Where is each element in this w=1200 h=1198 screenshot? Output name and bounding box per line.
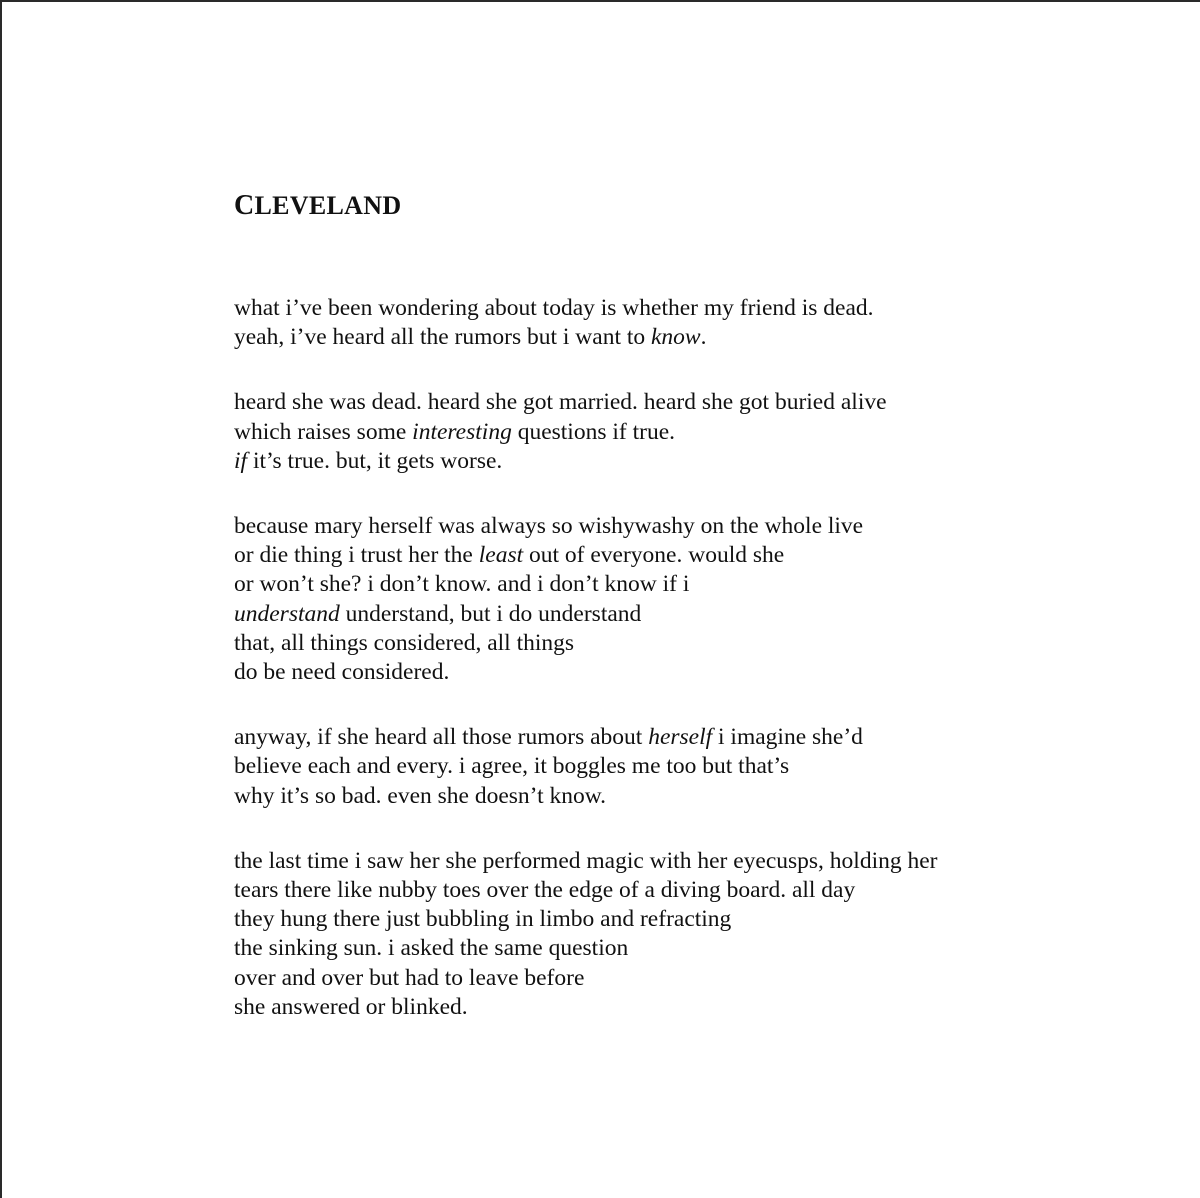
italic-text: herself — [648, 724, 713, 751]
stanza — [234, 294, 1134, 352]
line-text: that, all things considered, all things — [234, 629, 575, 656]
poem-line — [234, 782, 1134, 811]
stanza — [234, 723, 1134, 811]
italic-text: understand — [234, 600, 340, 627]
poem — [234, 190, 1134, 1020]
poem-body — [234, 294, 1134, 1058]
poem-line — [234, 323, 1134, 352]
line-text: believe each and every. i agree, it boggles me too but that’s — [234, 753, 790, 780]
poem-line — [234, 600, 1134, 629]
line-text: the last time i saw her she performed magic with her eyecusps, holding her — [234, 847, 938, 874]
poem-line — [234, 752, 1134, 781]
poem-line — [234, 876, 1134, 905]
poem-line — [234, 658, 1134, 687]
poem-line — [234, 847, 1134, 876]
line-text: out of everyone. would she — [523, 542, 785, 569]
stanza — [234, 847, 1134, 1022]
poem-line — [234, 964, 1134, 993]
poem-line — [234, 541, 1134, 570]
poem-line — [234, 512, 1134, 541]
line-text: it’s true. but, it gets worse. — [247, 447, 503, 474]
line-text: which raises some — [234, 418, 413, 445]
poem-line — [234, 294, 1134, 323]
line-text: understand, but i do understand — [339, 600, 642, 627]
poem-line — [234, 905, 1134, 934]
line-text: i imagine she’d — [712, 724, 863, 751]
poem-title — [234, 190, 1134, 222]
poem-line — [234, 723, 1134, 752]
line-text: heard she was dead. heard she got married. heard she got buried alive — [234, 389, 887, 416]
title-rest: LEVELAND — [254, 191, 402, 220]
line-text: or die thing i trust her the — [234, 542, 479, 569]
italic-text: know — [651, 324, 701, 351]
line-text: questions if true. — [511, 418, 675, 445]
poem-line — [234, 934, 1134, 963]
poem-line — [234, 388, 1134, 417]
line-text: she answered or blinked. — [234, 993, 468, 1020]
line-text: over and over but had to leave before — [234, 964, 585, 991]
line-text: or won’t she? i don’t know. and i don’t know if i — [234, 571, 690, 598]
poem-line — [234, 993, 1134, 1022]
line-text: what i’ve been wondering about today is whether my friend is dead. — [234, 295, 874, 321]
italic-text: least — [478, 542, 524, 569]
stanza — [234, 388, 1134, 476]
line-text: . — [700, 324, 707, 351]
poem-line — [234, 418, 1134, 447]
stanza — [234, 512, 1134, 687]
line-text: do be need considered. — [234, 659, 450, 686]
poem-line — [234, 629, 1134, 658]
line-text: why it’s so bad. even she doesn’t know. — [234, 782, 607, 809]
line-text: the sinking sun. i asked the same question — [234, 935, 629, 962]
poem-line — [234, 447, 1134, 476]
line-text: because mary herself was always so wishywashy on the whole live — [234, 513, 864, 540]
line-text: they hung there just bubbling in limbo and refracting — [234, 906, 732, 933]
line-text: anyway, if she heard all those rumors about — [234, 724, 649, 751]
italic-text: interesting — [412, 418, 512, 445]
line-text: yeah, i’ve heard all the rumors but i want to — [234, 324, 651, 351]
title-initial: C — [234, 190, 255, 221]
line-text: tears there like nubby toes over the edge of a diving board. all day — [234, 877, 856, 904]
poem-line — [234, 570, 1134, 599]
italic-text: if — [234, 447, 248, 474]
